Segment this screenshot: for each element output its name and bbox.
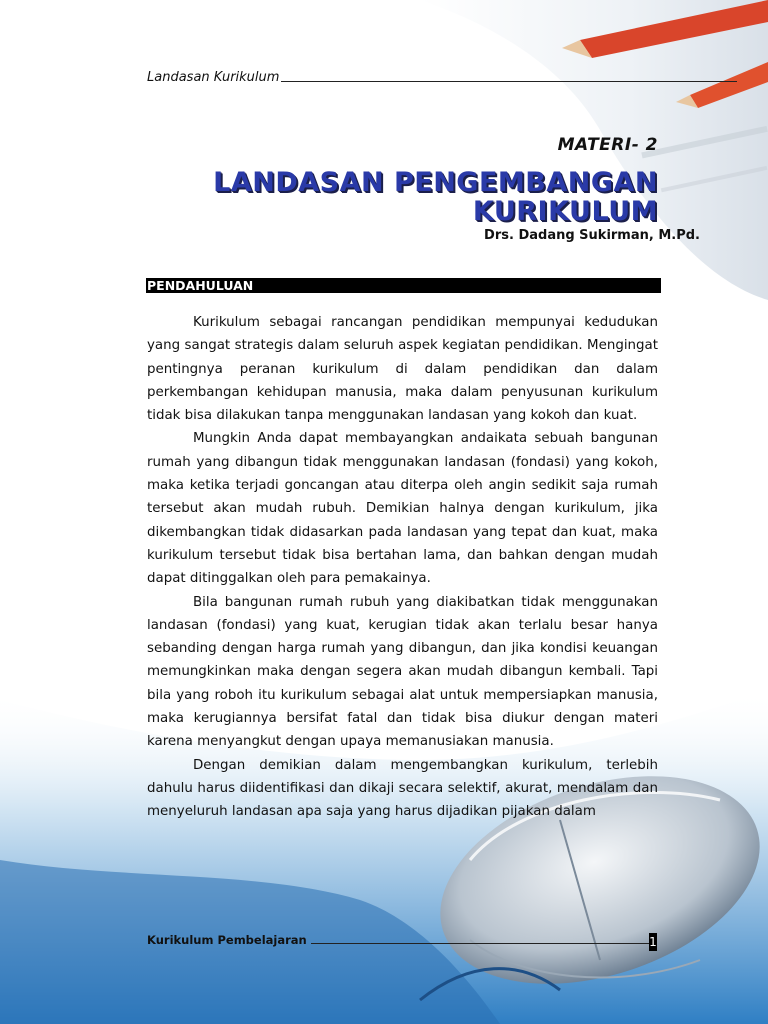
title-line-1: LANDASAN PENGEMBANGAN xyxy=(213,167,658,198)
footer-rule xyxy=(311,943,651,944)
document-title xyxy=(213,168,658,226)
page-number: 1 xyxy=(649,935,657,949)
section-heading: PENDAHULUAN xyxy=(146,278,661,293)
title-line-2: KURIKULUM xyxy=(472,196,658,227)
running-footer xyxy=(147,933,657,947)
paragraph: Mungkin Anda dapat membayangkan andaikata sebuah bangunan rumah yang dibangun tidak menggunakan landasan (fondasi) yang kokoh, maka ketika terjadi goncangan atau diterpa oleh angin sedikit saja rumah tersebut akan mudah rubuh. Demikian halnya dengan kurikulum, jika dikembangkan tidak didasarkan pada landasan yang tepat dan kuat, maka kurikulum tersebut tidak bisa bertahan lama, dan bahkan dengan mudah dapat ditinggalkan oleh para pemakainya. xyxy=(147,431,658,587)
footer-label: Kurikulum Pembelajaran xyxy=(147,933,307,947)
paragraph: Kurikulum sebagai rancangan pendidikan mempunyai kedudukan yang sangat strategis dalam seluruh aspek kegiatan pendidikan. Mengingat pentingnya peranan kurikulum di dalam pendidikan dan dalam perkembangan kehidupan manusia, maka dalam penyusunan kurikulum tidak bisa dilakukan tanpa menggunakan landasan yang kokoh dan kuat. xyxy=(147,315,658,424)
author-name: Drs. Dadang Sukirman, M.Pd. xyxy=(484,228,700,243)
paragraph: Bila bangunan rumah rubuh yang diakibatkan tidak menggunakan landasan (fondasi) yang kuat, kerugian tidak akan terlalu besar hanya sebanding dengan harga rumah yang dibangun, dan jika kondisi keuangan memungkinkan maka dengan segera akan mudah dibangun kembali. Tapi bila yang roboh itu kurikulum sebagai alat untuk mempersiapkan manusia, maka kerugiannya bersifat fatal dan tidak bisa diukur dengan materi karena menyangkut dengan upaya memanusiakan manusia. xyxy=(147,594,658,750)
running-header xyxy=(147,70,737,85)
running-header-title: Landasan Kurikulum xyxy=(147,70,280,85)
header-rule xyxy=(281,81,737,82)
body-text xyxy=(147,311,658,824)
paragraph: Dengan demikian dalam mengembangkan kurikulum, terlebih dahulu harus diidentifikasi dan dikaji secara selektif, akurat, mendalam dan menyeluruh landasan apa saja yang harus dijadikan pijakan dalam xyxy=(147,757,658,820)
materi-label: MATERI- 2 xyxy=(557,135,658,155)
